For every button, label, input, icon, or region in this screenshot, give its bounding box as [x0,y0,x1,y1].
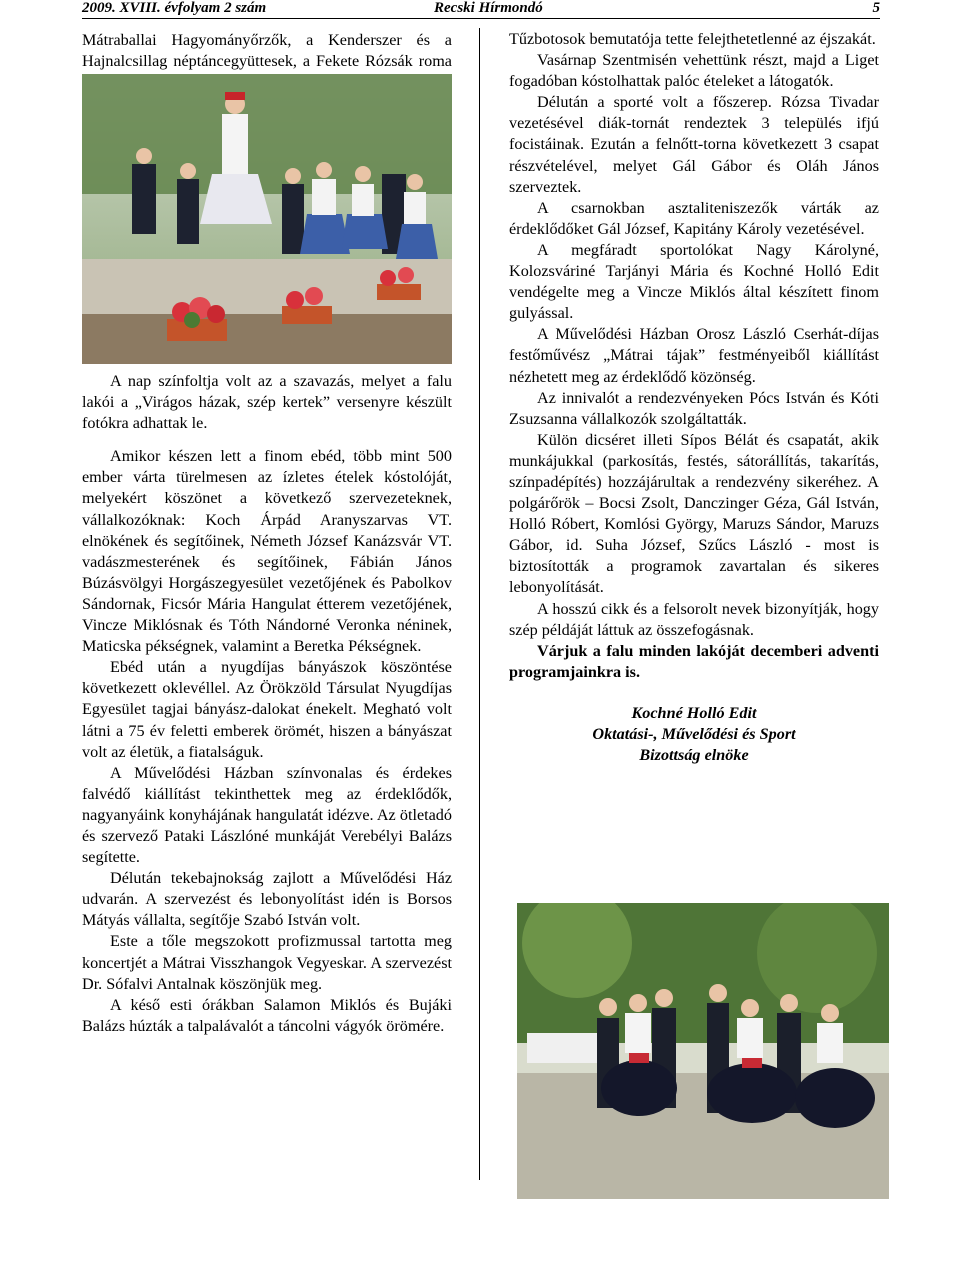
signature-role: Oktatási-, Művelődési és Sport [592,725,796,743]
page-number: 5 [872,0,880,16]
article-paragraph: Az innivalót a rendezvényeken Pócs István és Kóti Zsuzsanna vállalkozók szolgáltatták. [509,388,879,428]
article-paragraph: Tűzbotosok bemutatója tette felejthetetlenné az éjszakát. [509,30,876,48]
article-paragraph: Külön dicséret illeti Sípos Bélát és csapatát, akik munkájukkal (parkosítás, festés, sátorállítás, takarítás, színpadépítés) hozzájárultak a rendezvény sikeréhez. A polgárőrök – Bocsi Zsolt, Danczinger Géza, Gál István, Holló Róbert, Komlósi György, Maruzs Sándor, Maruzs Gábor, id. Suha József, Szűcs László - most is biztosították a programok zavartalan és sikeres lebonyolítását. [509,430,879,597]
article-paragraph: A megfáradt sportolókat Nagy Károlyné, Kolozsváriné Tarjányi Mária és Kochné Holló Edit vendégelte meg a Vincze Miklós által készített finom gulyással. [509,240,879,323]
page-header [82,0,880,19]
article-paragraph: A Művelődési Házban színvonalas és érdekes falvédő kiállítást tekinthettek meg az érdeklődők, nagyanyáink konyhájának hangulatát idézve. Az ötletadó és szervező Pataki Lászlóné munkáját Verebélyi Balázs segítette. [82,763,452,867]
folk-dance-children-photo [82,74,452,364]
article-paragraph: A Művelődési Házban Orosz László Cserhát-díjas festőművész „Mátrai tájak” festményeiből kiállítást nézhetett meg az érdeklődő közönség. [509,325,879,386]
publication-title: Recski Hírmondó [434,0,543,16]
signature-block [509,703,879,766]
article-paragraph: A nap színfoltja volt az a szavazás, melyet a falu lakói a „Virágos házak, szép kertek” versenyre készült fotókra adhattak le. [82,372,452,433]
article-paragraph: A csarnokban asztaliteniszezők várták az érdeklődőket Gál József, Kapitány Károly vezetésével. [509,198,879,238]
folk-dance-couples-photo [517,903,889,1199]
article-paragraph: Ebéd után a nyugdíjas bányászok köszöntése következett oklevéllel. Az Örökzöld Társulat Nyugdíjas Egyesület tagjai bányász-dalokat énekelt. Megható volt látni a 75 év feletti emberek örömét, hiszen a bányászat volt az életük, a fiatalságuk. [82,658,452,761]
issue-info: 2009. XVIII. évfolyam 2 szám [82,0,267,16]
article-paragraph: Délután tekebajnokság zajlott a Művelődési Ház udvarán. A szervezést és lebonyolítást idén is Borsos Mátyás vállalta, segítője Szabó István volt. [82,869,452,930]
article-paragraph: Mátraballai Hagyományőrzők, a Kenderszer és a Hajnalcsillag néptáncegyüttesek, a Fekete Rózsák roma [82,31,452,71]
article-paragraph: A hosszú cikk és a felsorolt nevek bizonyítják, hogy szép példáját láttuk az összefogásnak. [509,599,879,639]
article-paragraph: Vasárnap Szentmisén vehettünk részt, majd a Liget fogadóban kóstolhattak palóc ételeket a látogatók. [509,51,879,91]
article-paragraph: Délután a sporté volt a főszerep. Rózsa Tivadar vezetésével diák-tornát rendeztek 3 település ifjú focistáinak. Ezután a felnőtt-torna következett 3 csapat részvételével, melyet Gál Gábor és Oláh János szerveztek. [509,93,879,196]
left-column [82,30,452,1037]
signature-name: Kochné Holló Edit [631,703,757,722]
article-paragraph: Este a tőle megszokott profizmussal tartotta meg koncertjét a Mátrai Visszhangok Vegyeskar. A szervezést Dr. Sófalvi Antalnak köszönjük meg. [82,932,452,993]
right-column [509,29,879,766]
closing-paragraph: Várjuk a falu minden lakóját decemberi adventi programjainkra is. [509,641,879,681]
column-divider [479,28,480,1180]
signature-role: Bizottság elnöke [639,746,749,765]
article-paragraph: A késő esti órákban Salamon Miklós és Bujáki Balázs húzták a talpalávalót a táncolni vágyók örömére. [82,995,452,1035]
article-paragraph: Amikor készen lett a finom ebéd, több mint 500 ember várta türelmesen az ízletes ételek kóstolóját, melyekért köszönet a következő szervezeteknek, vállalkozóknak: Koch Árpád Aranyszarvas VT. elnökének és segítőinek, Németh József Kanázsvár VT. vadászmesterének és segítőinek, Fábián János Búzásvölgyi Horgászegyesület vezetőjének és Pabolkov Sándornak, Ficsór Mária Hangulat étterem vezetőjének, Vincze Miklósnak és Tóth Nándorné Veronka néninek, Maticska pékségnek, valamint a Beretka Pékségnek. [82,447,452,656]
